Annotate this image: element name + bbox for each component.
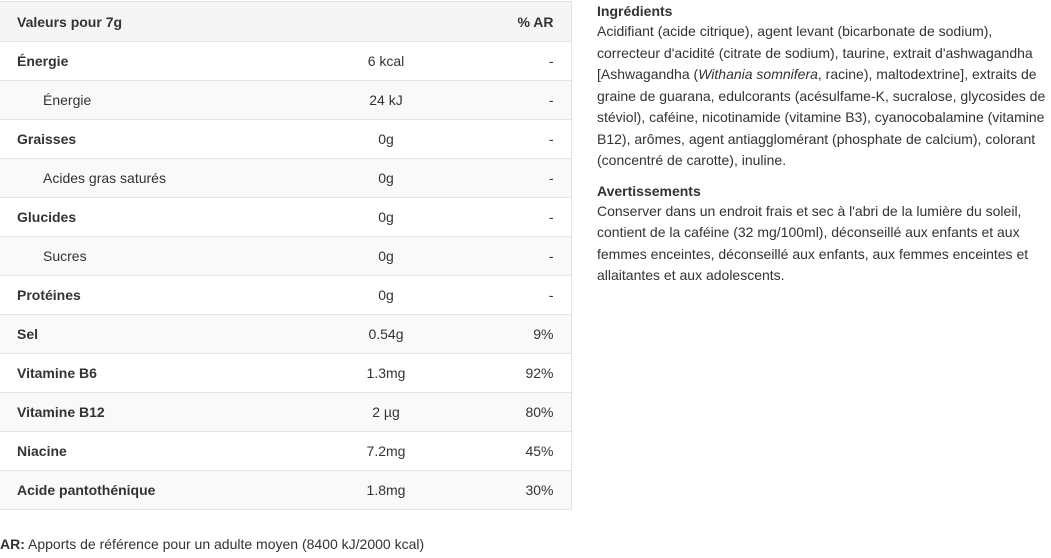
nutrient-value: 0g [300,276,472,315]
table-row [0,432,571,471]
nutrient-name: Vitamine B6 [0,354,300,393]
nutrient-value: 7.2mg [300,432,472,471]
nutrition-table-header [0,2,571,42]
ingredients-text-italic: Withania somnifera [698,66,818,82]
nutrient-name: Sel [0,315,300,354]
nutrient-name: Vitamine B12 [0,393,300,432]
nutrient-name: Sucres [0,237,300,276]
nutrition-table [0,1,572,510]
nutrient-name: Glucides [0,198,300,237]
nutrient-value: 0g [300,159,472,198]
table-row [0,354,571,393]
nutrient-ar-percent: 45% [472,432,571,471]
table-row [0,276,571,315]
nutrient-ar-percent: - [472,42,571,81]
nutrient-name: Énergie [0,81,300,120]
header-value [300,2,472,42]
nutrient-ar-percent: - [472,120,571,159]
nutrient-name: Niacine [0,432,300,471]
table-row [0,315,571,354]
ingredients-text-after: , racine), maltodextrine], extraits de graine de guarana, edulcorants (acésulfame-K, sucralose, glycosides de stéviol), caféine, nicotinamide (vitamine B3), cyanocobalamine (vitamine B12), arômes, agent antiagglomérant (phosphate de calcium), colorant (concentré de carotte), inuline. [597,66,1046,168]
nutrient-ar-percent: - [472,237,571,276]
nutrient-name: Graisses [0,120,300,159]
nutrient-name: Énergie [0,42,300,81]
footnote-label: AR: [0,536,25,552]
nutrient-value: 6 kcal [300,42,472,81]
nutrient-name: Acide pantothénique [0,471,300,510]
nutrient-ar-percent: 9% [472,315,571,354]
product-info-panel [597,2,1049,297]
table-row [0,471,571,510]
ingredients-text [597,21,1049,172]
nutrient-value: 0g [300,120,472,159]
ingredients-title: Ingrédients [597,3,673,19]
nutrient-value: 0g [300,237,472,276]
nutrient-ar-percent: - [472,81,571,120]
nutrient-ar-percent: 80% [472,393,571,432]
footnote-text: Apports de référence pour un adulte moyen (8400 kJ/2000 kcal) [24,536,425,552]
nutrient-value: 2 µg [300,393,472,432]
table-row [0,393,571,432]
header-serving-label: Valeurs pour 7g [0,2,300,42]
table-row [0,81,571,120]
nutrient-value: 24 kJ [300,81,472,120]
nutrient-ar-percent: - [472,159,571,198]
warnings-text: Conserver dans un endroit frais et sec à l'abri de la lumière du soleil, contient de la caféine (32 mg/100ml), déconseillé aux enfants et aux femmes enceintes, déconseillé aux enfants, aux femmes enceintes et allaitantes et aux adolescents. [597,202,1029,283]
table-row [0,237,571,276]
table-row [0,120,571,159]
ingredients-text-before: Acidifiant (acide citrique), agent levant (bicarbonate de sodium), correcteur d'acidité (citrate de sodium), taurine, extrait d'ashwagandha [Ashwagandha ( [597,23,1033,82]
nutrient-ar-percent: - [472,198,571,237]
ar-footnote [0,536,424,552]
nutrient-value: 1.8mg [300,471,472,510]
nutrient-ar-percent: 30% [472,471,571,510]
nutrient-ar-percent: - [472,276,571,315]
nutrition-table-body [0,42,571,510]
table-row [0,42,571,81]
table-row [0,159,571,198]
nutrient-name: Acides gras saturés [0,159,300,198]
nutrient-value: 0g [300,198,472,237]
header-ar-percent: % AR [472,2,571,42]
warnings-title: Avertissements [597,182,701,199]
nutrient-name: Protéines [0,276,300,315]
nutrient-value: 1.3mg [300,354,472,393]
nutrient-ar-percent: 92% [472,354,571,393]
table-row [0,198,571,237]
nutrient-value: 0.54g [300,315,472,354]
